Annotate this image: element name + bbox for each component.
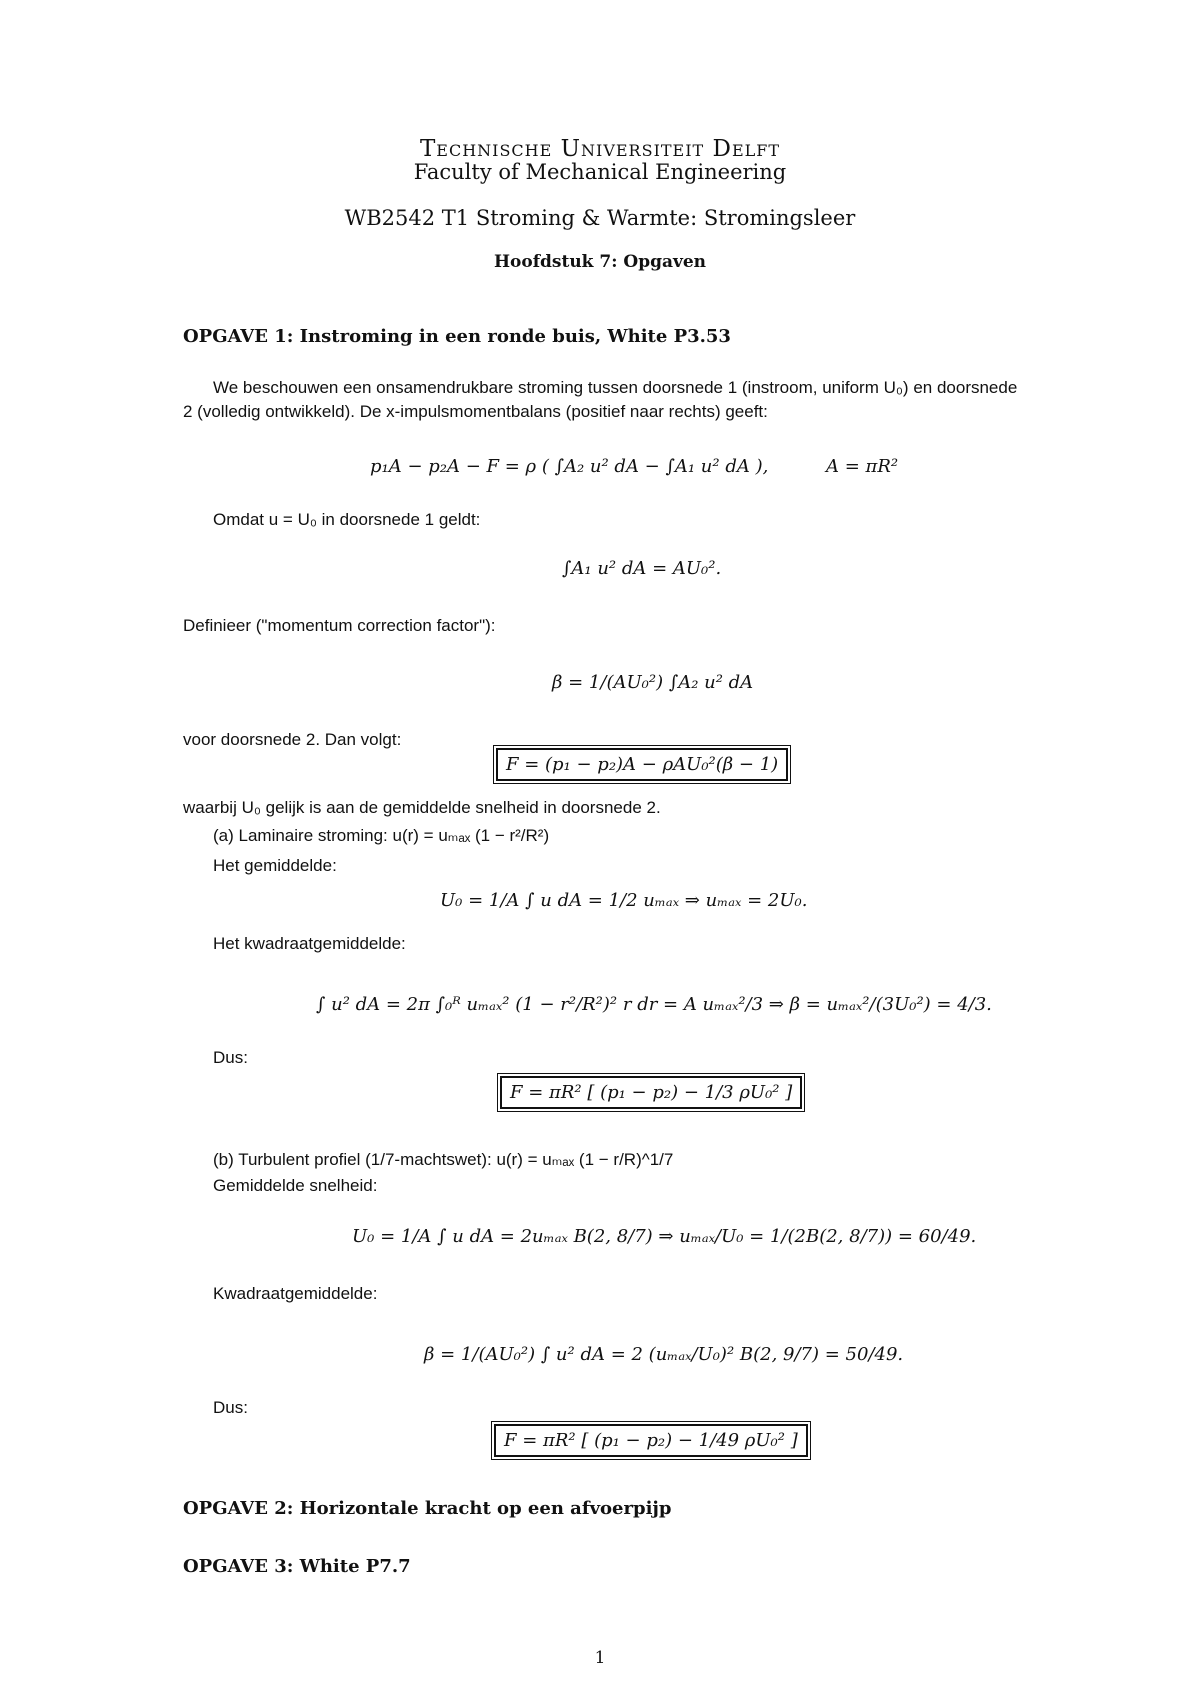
- opgave1-where-text: waarbij U₀ gelijk is aan de gemiddelde snelheid in doorsnede 2.: [183, 798, 661, 817]
- opgave1-since-text: Omdat u = U₀ in doorsnede 1 geldt:: [213, 510, 481, 529]
- part-a-text: (a) Laminaire stroming: u(r) = uₘₐₓ (1 − r²/R²): [213, 826, 550, 845]
- opgave1-intro-line2: 2 (volledig ontwikkeld). De x-impulsmomentbalans (positief naar rechts) geeft:: [183, 402, 768, 421]
- part-a-thus: Dus:: [213, 1048, 248, 1067]
- equation-a-mean: U₀ = 1/A ∫ u dA = 1/2 uₘₐₓ ⇒ uₘₐₓ = 2U₀.: [440, 890, 808, 911]
- equation-b-square-mean: β = 1/(AU₀²) ∫ u² dA = 2 (uₘₐₓ/U₀)² B(2, 9/7) = 50/49.: [424, 1344, 904, 1365]
- equation-inflow-momentum: ∫A₁ u² dA = AU₀².: [562, 558, 722, 579]
- opgave1-define-text: Definieer ("momentum correction factor"):: [183, 616, 496, 635]
- opgave1-then-text: voor doorsnede 2. Dan volgt:: [183, 730, 402, 749]
- part-b-square-mean-text: Kwadraatgemiddelde:: [213, 1284, 378, 1303]
- part-b-thus: Dus:: [213, 1398, 248, 1417]
- part-b-text: (b) Turbulent profiel (1/7-machtswet): u(r) = uₘₐₓ (1 − r/R)^1/7: [213, 1150, 674, 1169]
- opgave2-heading: OPGAVE 2: Horizontale kracht op een afvoerpijp: [183, 1498, 672, 1519]
- equation-b-mean: U₀ = 1/A ∫ u dA = 2uₘₐₓ B(2, 8/7) ⇒ uₘₐₓ/U₀ = 1/(2B(2, 8/7)) = 60/49.: [352, 1226, 977, 1247]
- part-b-mean-speed-text: Gemiddelde snelheid:: [213, 1176, 378, 1195]
- equation-beta-definition: β = 1/(AU₀²) ∫A₂ u² dA: [552, 672, 754, 693]
- faculty-name: Faculty of Mechanical Engineering: [413, 160, 787, 184]
- course-title: WB2542 T1 Stroming & Warmte: Stromingsleer: [344, 206, 856, 230]
- opgave3-heading: OPGAVE 3: White P7.7: [183, 1556, 411, 1577]
- equation-momentum-balance: p₁A − p₂A − F = ρ ( ∫A₂ u² dA − ∫A₁ u² dA ),: [370, 456, 769, 477]
- equation-b-result-boxed: F = πR² [ (p₁ − p₂) − 1/49 ρU₀² ]: [494, 1424, 808, 1457]
- equation-force-boxed: F = (p₁ − p₂)A − ρAU₀²(β − 1): [496, 748, 788, 781]
- page-number: 1: [594, 1648, 606, 1668]
- equation-a-square-mean: ∫ u² dA = 2π ∫₀ᴿ uₘₐₓ² (1 − r²/R²)² r dr = A uₘₐₓ²/3 ⇒ β = uₘₐₓ²/(3U₀²) = 4/3.: [316, 994, 992, 1015]
- chapter-title: Hoofdstuk 7: Opgaven: [493, 252, 707, 272]
- opgave1-intro-line1: We beschouwen een onsamendrukbare stroming tussen doorsnede 1 (instroom, uniform U₀) en doorsnede: [213, 378, 1018, 397]
- part-a-square-mean-text: Het kwadraatgemiddelde:: [213, 934, 406, 953]
- part-a-mean-text: Het gemiddelde:: [213, 856, 337, 875]
- equation-a-result-boxed: F = πR² [ (p₁ − p₂) − 1/3 ρU₀² ]: [500, 1076, 802, 1109]
- equation-area: A = πR²: [826, 456, 899, 477]
- university-name: Technische Universiteit Delft: [419, 136, 781, 162]
- opgave1-heading: OPGAVE 1: Instroming in een ronde buis, White P3.53: [183, 326, 731, 347]
